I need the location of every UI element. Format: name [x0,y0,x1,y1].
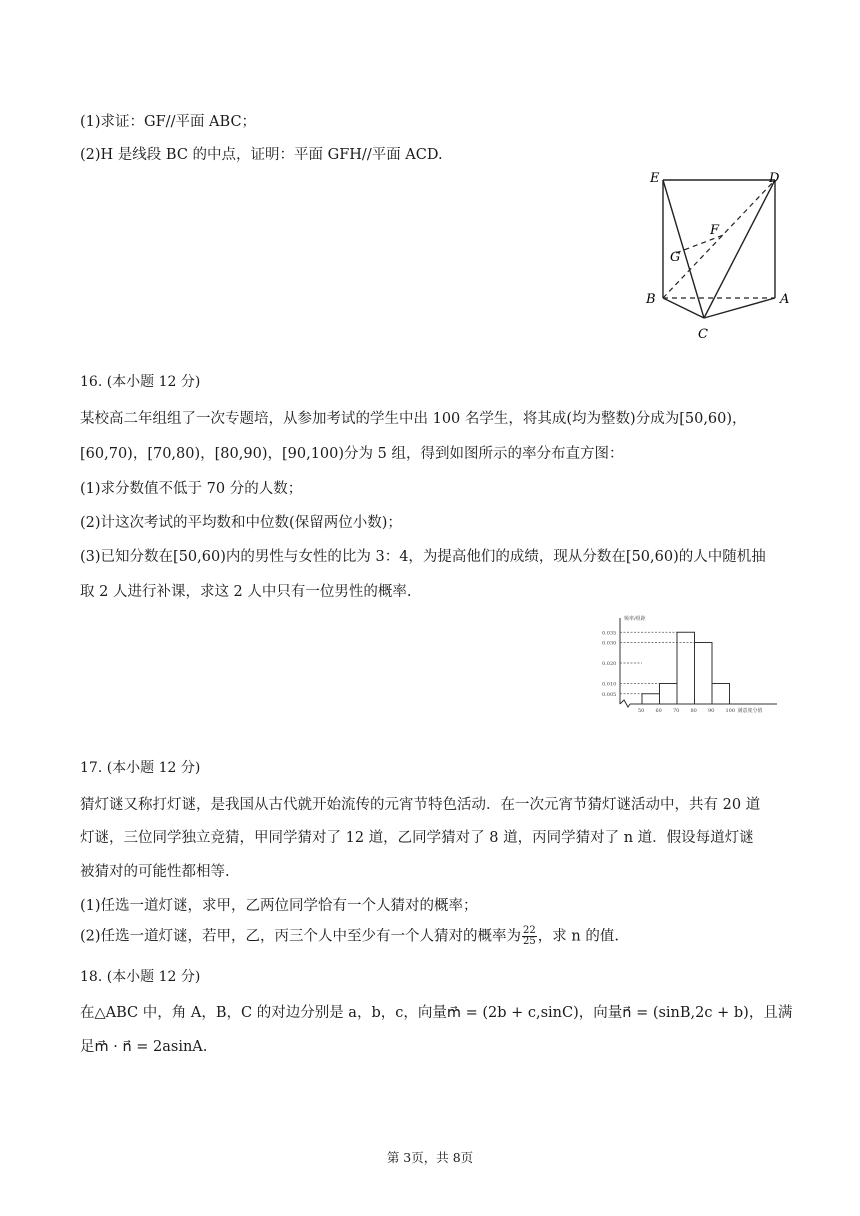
q17-part2-text: (2)任选一道灯谜，若甲，乙，丙三个人中至少有一个人猜对的概率为 [80,928,522,945]
y-tick-label: 0.030 [602,640,617,647]
q15-part1: (1)求证：GF//平面 ABC； [80,114,257,130]
q17-part2-tail: ，求 n 的值. [537,928,619,945]
edge-BC [663,298,704,318]
edge-DC [704,180,775,318]
q17-part1: (1)任选一道灯谜，求甲，乙两位同学恰有一个人猜对的概率； [80,898,478,914]
label-E: E [650,171,660,186]
x-axis-label: 满意度分值 [737,708,763,714]
label-A: A [780,292,790,307]
y-tick-label: 0.035 [602,630,617,637]
edge-CA [704,298,775,318]
axis-break [620,700,630,707]
q17-heading: 17. (本小题 12 分) [80,760,201,776]
edge-EC [663,180,704,318]
fraction-denominator: 25 [523,936,536,947]
q16-line1: 某校高二年组组了一次专题培，从参加考试的学生中出 100 名学生，将其成(均为整数)分成为[50,60)， [80,411,747,427]
label-B: B [646,292,656,307]
histogram-bar [677,632,695,704]
x-tick-label: 60 [655,708,662,714]
page-footer: 第 3页，共 8页 [386,1150,474,1165]
q17-line3: 被猜对的可能性都相等. [80,864,230,880]
histogram-bar [695,643,713,705]
y-tick-label: 0.010 [602,681,617,688]
histogram-bar [642,694,660,704]
q18-line1: 在△ABC 中，角 A，B，C 的对边分别是 a，b，c，向量m⃗ = (2b + c,sinC)，向量n⃗ = (sinB,2c + b)，且满 [80,1005,793,1021]
label-D: D [769,171,780,186]
q18-line2: 足m⃗ · n⃗ = 2asinA. [80,1039,208,1055]
geometry-figure [638,168,798,343]
histogram-bar [660,684,678,705]
frequency-histogram [592,612,782,720]
q16-part2: (2)计这次考试的平均数和中位数(保留两位小数)； [80,515,402,531]
q16-part3a: (3)已知分数在[50,60)内的男性与女性的比为 3：4，为提高他们的成绩，现从分数在[50,60)的人中随机抽 [80,549,766,565]
histogram-bar [712,684,730,705]
label-F: F [710,223,720,238]
q17-part2 [80,926,619,947]
q16-part3b: 取 2 人进行补课，求这 2 人中只有一位男性的概率. [80,584,412,600]
x-tick-label: 80 [690,708,697,714]
fraction-numerator: 22 [523,925,536,936]
y-tick-label: 0.005 [602,691,617,698]
q16-part1: (1)求分数值不低于 70 分的人数； [80,481,303,497]
q17-line2: 灯谜，三位同学独立竞猜，甲同学猜对了 12 道，乙同学猜对了 8 道，丙同学猜对了 n 道．假设每道灯谜 [80,830,754,846]
label-G: G [670,250,681,265]
x-tick-label: 50 [638,708,645,714]
q15-part2: (2)H 是线段 BC 的中点，证明：平面 GFH//平面 ACD. [80,147,443,163]
x-tick-label: 70 [673,708,680,714]
x-tick-label: 90 [708,708,715,714]
q18-heading: 18. (本小题 12 分) [80,969,201,985]
label-C: C [698,327,708,342]
fraction [522,926,537,947]
y-tick-label: 0.020 [602,661,617,667]
y-axis-label: 频率/组距 [624,616,646,622]
q16-heading: 16. (本小题 12 分) [80,374,201,390]
x-tick-label: 100 [725,708,736,714]
q16-line2: [60,70)，[70,80)，[80,90)，[90,100)分为 5 组，得到如图所示的率分布直方图： [80,446,624,462]
q17-line1: 猜灯谜又称打灯谜，是我国从古代就开始流传的元宵节特色活动．在一次元宵节猜灯谜活动中，共有 20 道 [80,797,761,813]
